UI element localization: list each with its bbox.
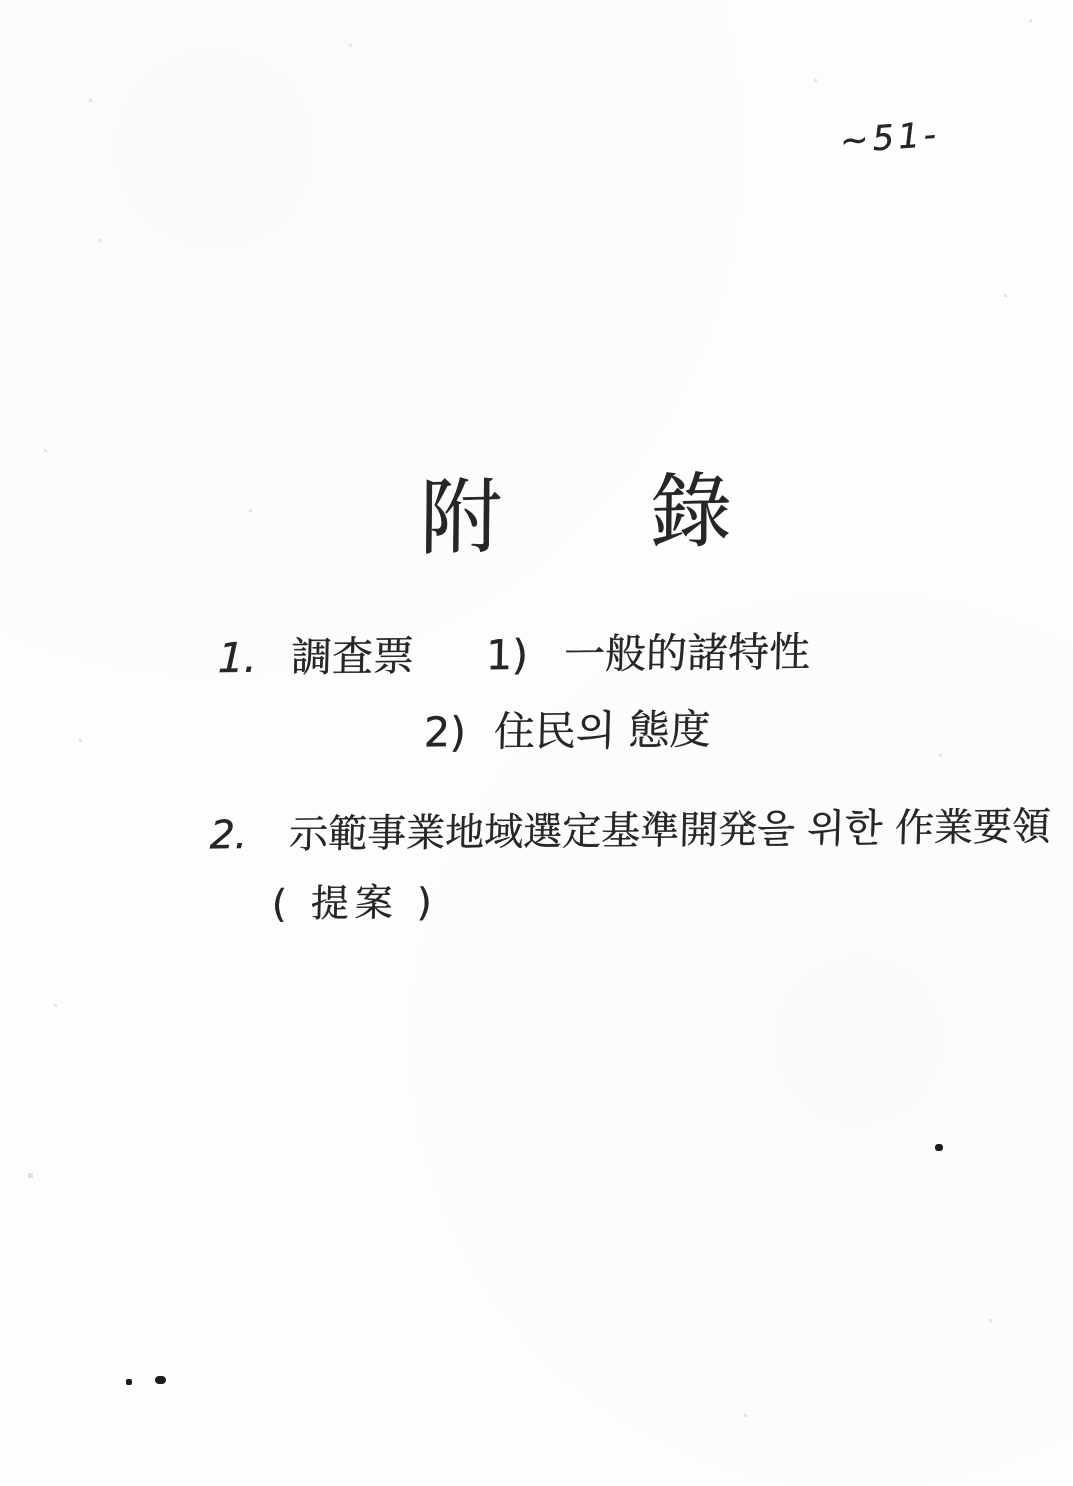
item-2-note: ( 提案 ) xyxy=(271,880,439,926)
page-title: 附錄 xyxy=(419,459,881,568)
item-1-number: 1. xyxy=(217,633,258,683)
list-item-1 xyxy=(217,619,811,684)
item-1-sub-1-number: 1) xyxy=(485,630,529,680)
list-item-1-sub-2 xyxy=(423,696,711,758)
item-2-text: 示範事業地域選定基準開発을 위한 作業要領 xyxy=(288,804,1052,858)
item-1-sub-2-text: 住民의 態度 xyxy=(493,705,712,756)
item-1-label: 調査票 xyxy=(290,632,415,682)
scan-noise xyxy=(0,0,1,1)
page-number: ~51- xyxy=(838,114,942,162)
scan-speck xyxy=(126,1379,132,1385)
item-2-number: 2. xyxy=(209,813,248,859)
item-1-sub-1-text: 一般的諸特性 xyxy=(563,627,811,679)
item-1-sub-2-number: 2) xyxy=(423,708,467,757)
scan-speck xyxy=(935,1144,943,1151)
scan-speck xyxy=(155,1376,166,1384)
list-item-2 xyxy=(209,796,1051,861)
